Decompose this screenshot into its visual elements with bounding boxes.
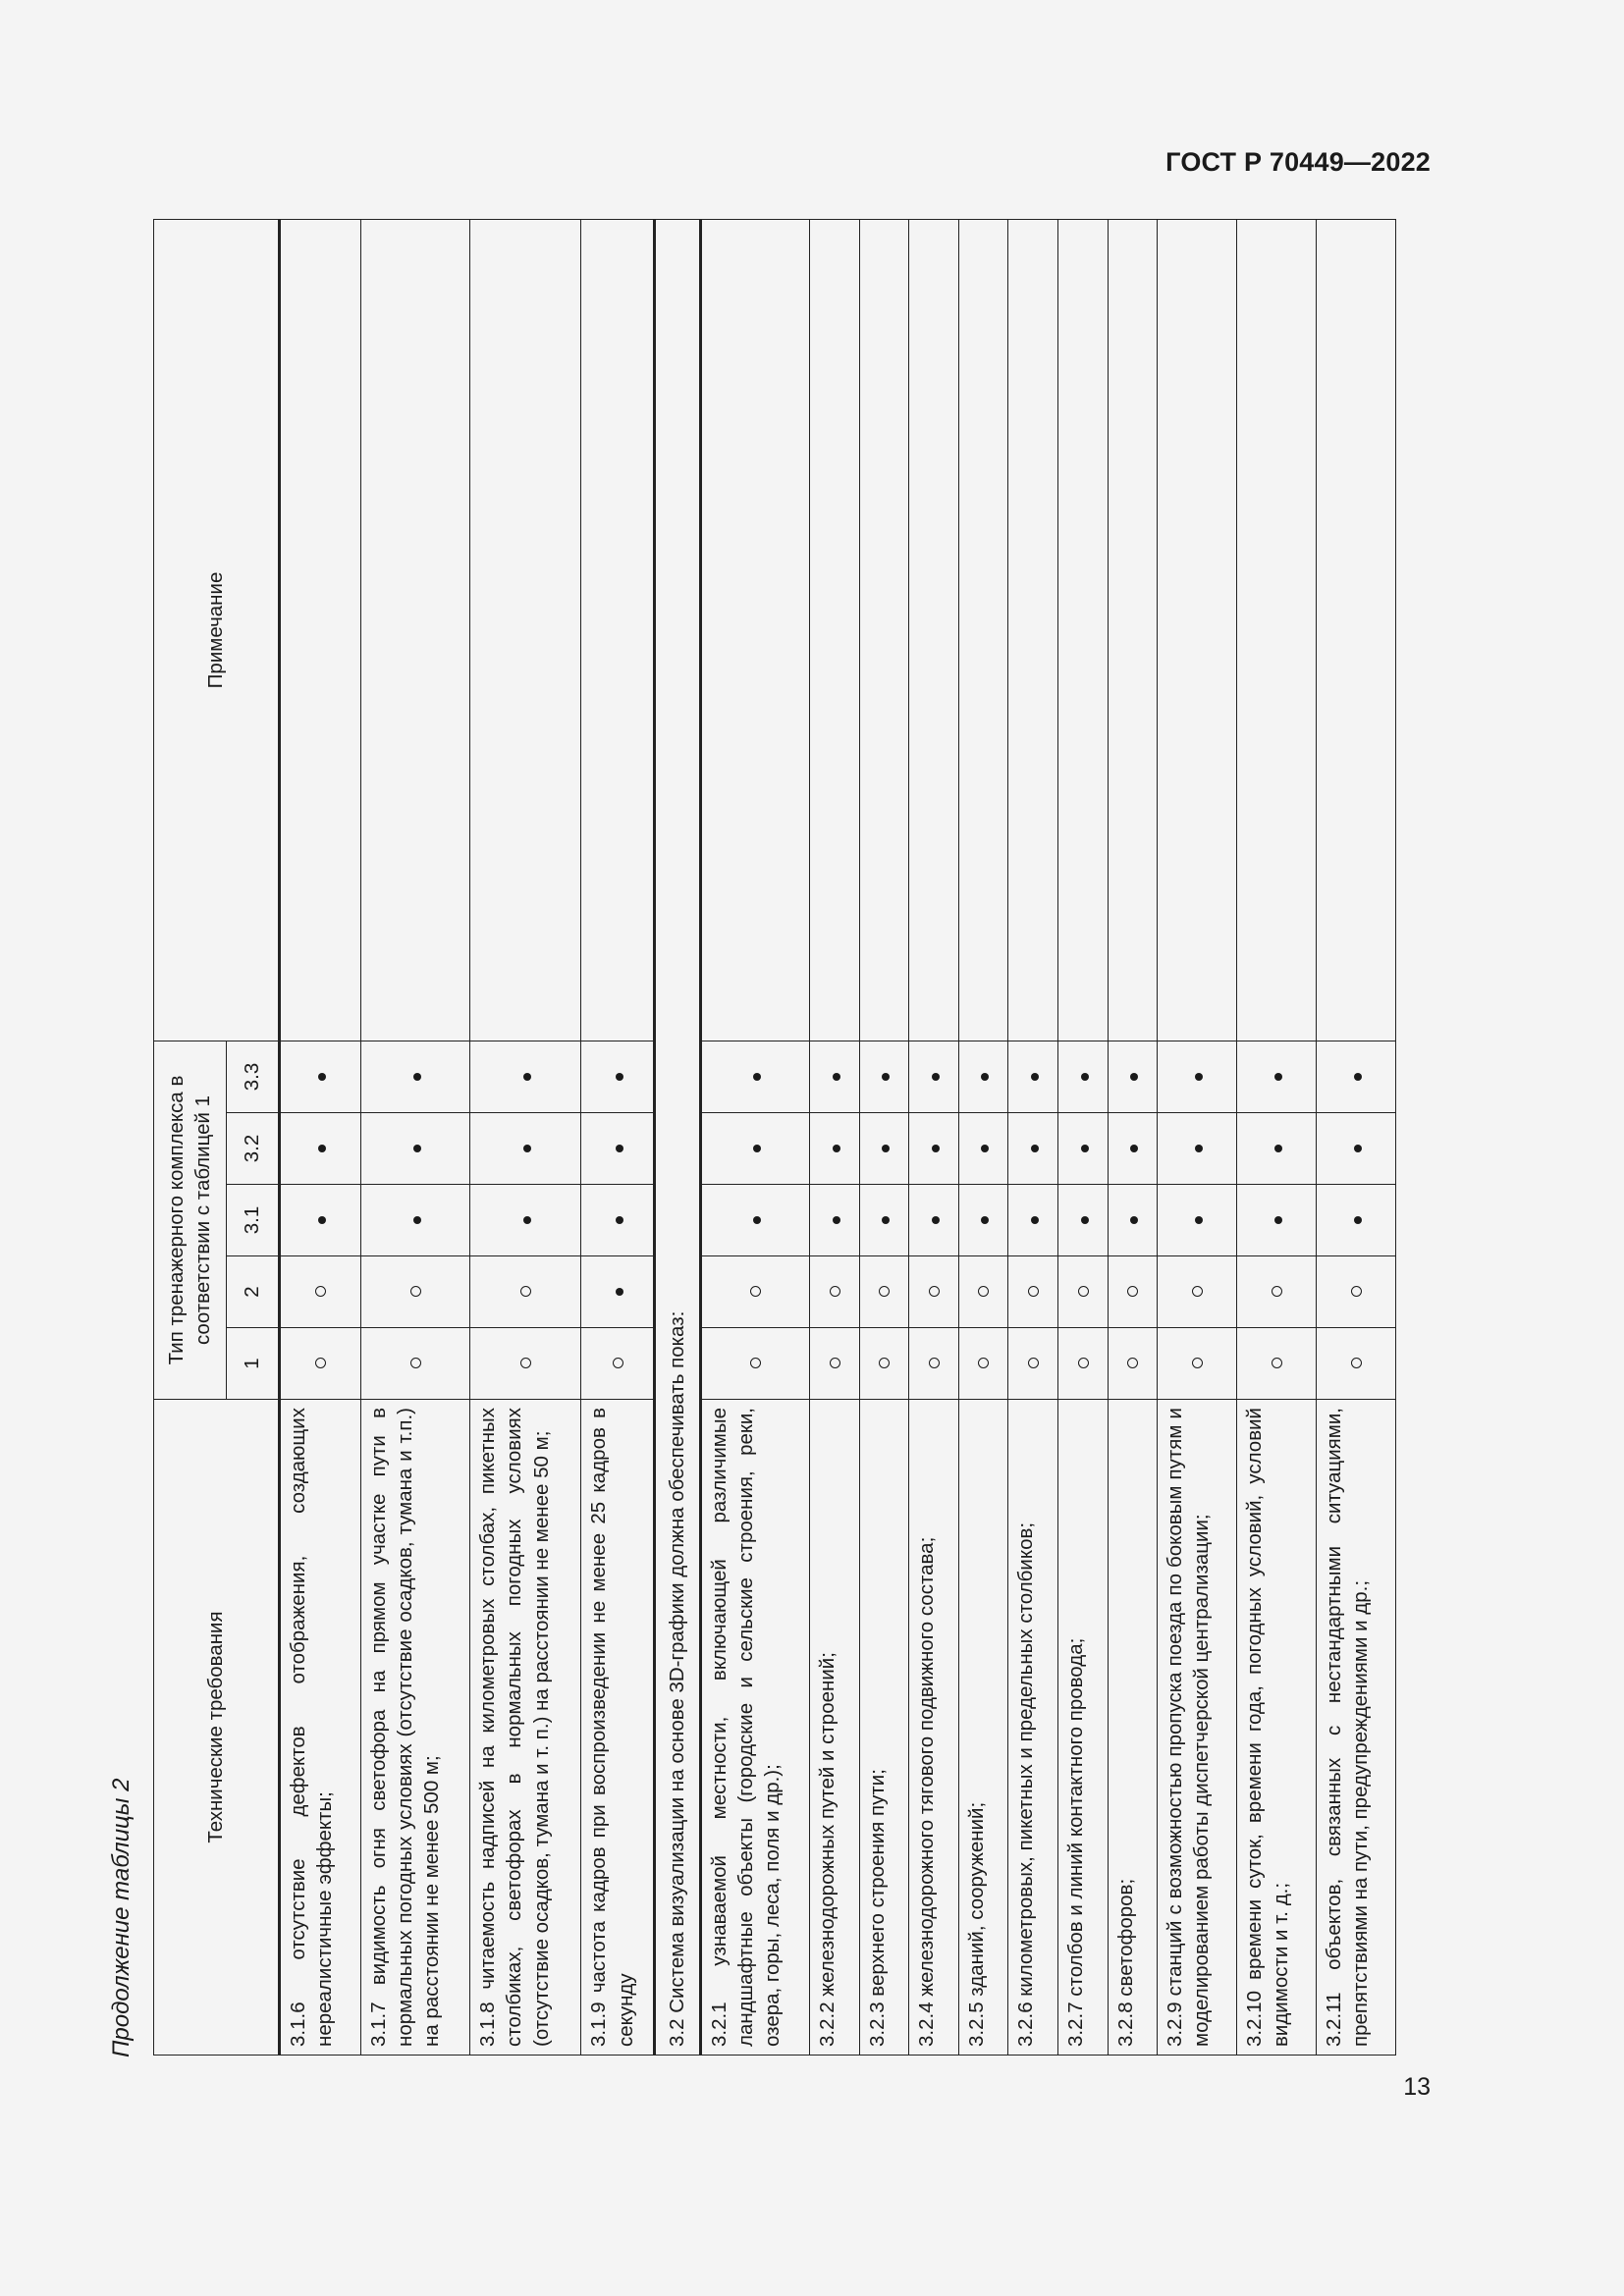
- hollow-circle-icon: [830, 1359, 840, 1369]
- mark-cell: [958, 1328, 1008, 1400]
- table-row: [1108, 219, 1158, 2055]
- requirement-text: 3.2.9 станций с возможностью пропуска поезда по боковым путям и моделированием работы диспетчерской централизации;: [1158, 1400, 1237, 2056]
- header-type-col-3-1: 3.1: [227, 1185, 280, 1256]
- mark-cell: [360, 1328, 469, 1400]
- mark-cell: [280, 1185, 361, 1256]
- table-row: [1008, 219, 1058, 2055]
- header-type-col-1: 1: [227, 1328, 280, 1400]
- mark-cell: [581, 1113, 655, 1185]
- mark-cell: [280, 1328, 361, 1400]
- header-note: Примечание: [154, 219, 280, 1041]
- mark-cell: [810, 1113, 860, 1185]
- filled-dot-icon: [1031, 1073, 1039, 1081]
- header-type-col-3-2: 3.2: [227, 1113, 280, 1185]
- mark-cell: [958, 1113, 1008, 1185]
- filled-dot-icon: [932, 1073, 940, 1081]
- requirement-text: 3.1.9 частота кадров при воспроизведении не менее 25 кадров в секунду: [581, 1400, 655, 2056]
- filled-dot-icon: [981, 1145, 989, 1152]
- filled-dot-icon: [1130, 1145, 1138, 1152]
- mark-cell: [859, 1256, 909, 1328]
- mark-cell: [958, 1256, 1008, 1328]
- mark-cell: [470, 1256, 581, 1328]
- requirement-text: 3.1.7 видимость огня светофора на прямом участке пути в нормальных погодных условиях (отсутствие осадков, тумана и т.п.) на расстоянии не менее 500 м;: [360, 1400, 469, 2056]
- hollow-circle-icon: [929, 1287, 940, 1298]
- mark-cell: [1008, 1113, 1058, 1185]
- header-type-col-2: 2: [227, 1256, 280, 1328]
- filled-dot-icon: [1081, 1216, 1089, 1224]
- requirement-text: 3.1.8 читаемость надписей на километровых столбах, пикетных столбиках, светофорах в нормальных погодных условиях (отсутствие осадков, тумана и т. п.) на расстоянии не менее 50 м;: [470, 1400, 581, 2056]
- mark-cell: [1158, 1041, 1237, 1112]
- filled-dot-icon: [981, 1073, 989, 1081]
- header-type-col-3-3: 3.3: [227, 1041, 280, 1112]
- filled-dot-icon: [318, 1145, 326, 1152]
- mark-cell: [1237, 1328, 1317, 1400]
- requirements-table: [153, 219, 1396, 2056]
- hollow-circle-icon: [1028, 1359, 1039, 1369]
- table-row: [958, 219, 1008, 2055]
- hollow-circle-icon: [750, 1287, 761, 1298]
- note-cell: [581, 219, 655, 1041]
- filled-dot-icon: [753, 1216, 761, 1224]
- header-type: Тип тренажерного комплекса в соответствии с таблицей 1: [154, 1041, 227, 1399]
- mark-cell: [909, 1328, 959, 1400]
- mark-cell: [1158, 1256, 1237, 1328]
- table-row: [700, 219, 809, 2055]
- requirement-text: 3.2.2 железнодорожных путей и строений;: [810, 1400, 860, 2056]
- table-row: [1237, 219, 1317, 2055]
- hollow-circle-icon: [1351, 1287, 1362, 1298]
- note-cell: [1058, 219, 1109, 1041]
- note-cell: [700, 219, 809, 1041]
- filled-dot-icon: [1274, 1073, 1282, 1081]
- mark-cell: [581, 1328, 655, 1400]
- filled-dot-icon: [1195, 1216, 1203, 1224]
- filled-dot-icon: [833, 1145, 840, 1152]
- mark-cell: [1108, 1256, 1158, 1328]
- mark-cell: [1008, 1328, 1058, 1400]
- hollow-circle-icon: [410, 1359, 421, 1369]
- filled-dot-icon: [523, 1073, 531, 1081]
- mark-cell: [1008, 1256, 1058, 1328]
- mark-cell: [470, 1185, 581, 1256]
- requirement-text: 3.2.8 светофоров;: [1108, 1400, 1158, 2056]
- mark-cell: [470, 1113, 581, 1185]
- note-cell: [909, 219, 959, 1041]
- requirement-text: 3.2.10 времени суток, времени года, погодных условий, условий видимости и т. д.;: [1237, 1400, 1317, 2056]
- table-row: [1058, 219, 1109, 2055]
- table-caption: Продолжение таблицы 2: [108, 1778, 135, 2057]
- requirement-text: 3.2.3 верхнего строения пути;: [859, 1400, 909, 2056]
- mark-cell: [1158, 1185, 1237, 1256]
- filled-dot-icon: [523, 1145, 531, 1152]
- hollow-circle-icon: [1351, 1359, 1362, 1369]
- filled-dot-icon: [616, 1288, 623, 1296]
- hollow-circle-icon: [1192, 1359, 1203, 1369]
- filled-dot-icon: [413, 1216, 421, 1224]
- table-row: [810, 219, 860, 2055]
- mark-cell: [1317, 1041, 1396, 1112]
- mark-cell: [1317, 1113, 1396, 1185]
- filled-dot-icon: [523, 1216, 531, 1224]
- filled-dot-icon: [616, 1216, 623, 1224]
- hollow-circle-icon: [1078, 1287, 1089, 1298]
- hollow-circle-icon: [315, 1359, 326, 1369]
- mark-cell: [859, 1113, 909, 1185]
- table-row: [1317, 219, 1396, 2055]
- table-row: [909, 219, 959, 2055]
- document-code: ГОСТ Р 70449—2022: [1165, 147, 1431, 177]
- filled-dot-icon: [981, 1216, 989, 1224]
- requirement-text: 3.2.1 узнаваемой местности, включающей различимые ландшафтные объекты (городские и сельские строения, реки, озера, горы, леса, поля и др.);: [700, 1400, 809, 2056]
- mark-cell: [1237, 1113, 1317, 1185]
- mark-cell: [1108, 1113, 1158, 1185]
- mark-cell: [360, 1041, 469, 1112]
- hollow-circle-icon: [879, 1287, 890, 1298]
- mark-cell: [958, 1041, 1008, 1112]
- table-row: [470, 219, 581, 2055]
- mark-cell: [1317, 1328, 1396, 1400]
- note-cell: [470, 219, 581, 1041]
- hollow-circle-icon: [613, 1359, 623, 1369]
- mark-cell: [1058, 1113, 1109, 1185]
- hollow-circle-icon: [1272, 1359, 1282, 1369]
- hollow-circle-icon: [1028, 1287, 1039, 1298]
- filled-dot-icon: [1081, 1145, 1089, 1152]
- filled-dot-icon: [616, 1145, 623, 1152]
- mark-cell: [1158, 1113, 1237, 1185]
- hollow-circle-icon: [315, 1287, 326, 1298]
- mark-cell: [1237, 1041, 1317, 1112]
- mark-cell: [1008, 1041, 1058, 1112]
- filled-dot-icon: [1195, 1145, 1203, 1152]
- section-header: 3.2 Система визуализации на основе 3D-графики должна обеспечивать показ:: [655, 219, 701, 2055]
- mark-cell: [909, 1041, 959, 1112]
- filled-dot-icon: [1354, 1145, 1362, 1152]
- requirement-text: 3.1.6 отсутствие дефектов отображения, создающих нереалистичные эффекты;: [280, 1400, 361, 2056]
- note-cell: [1237, 219, 1317, 1041]
- mark-cell: [470, 1041, 581, 1112]
- filled-dot-icon: [1130, 1216, 1138, 1224]
- filled-dot-icon: [1354, 1216, 1362, 1224]
- mark-cell: [909, 1113, 959, 1185]
- mark-cell: [1058, 1328, 1109, 1400]
- mark-cell: [360, 1256, 469, 1328]
- mark-cell: [859, 1185, 909, 1256]
- filled-dot-icon: [1195, 1073, 1203, 1081]
- mark-cell: [700, 1113, 809, 1185]
- hollow-circle-icon: [750, 1359, 761, 1369]
- mark-cell: [1008, 1185, 1058, 1256]
- mark-cell: [1317, 1256, 1396, 1328]
- hollow-circle-icon: [929, 1359, 940, 1369]
- mark-cell: [1317, 1185, 1396, 1256]
- hollow-circle-icon: [978, 1287, 989, 1298]
- mark-cell: [1058, 1185, 1109, 1256]
- hollow-circle-icon: [520, 1287, 531, 1298]
- mark-cell: [810, 1185, 860, 1256]
- mark-cell: [859, 1328, 909, 1400]
- requirement-text: 3.2.7 столбов и линий контактного провода;: [1058, 1400, 1109, 2056]
- mark-cell: [470, 1328, 581, 1400]
- requirement-text: 3.2.4 железнодорожного тягового подвижного состава;: [909, 1400, 959, 2056]
- header-requirements: Технические требования: [154, 1400, 280, 2056]
- table-row: [280, 219, 361, 2055]
- mark-cell: [1058, 1041, 1109, 1112]
- hollow-circle-icon: [1127, 1359, 1138, 1369]
- hollow-circle-icon: [1192, 1287, 1203, 1298]
- mark-cell: [280, 1256, 361, 1328]
- filled-dot-icon: [1274, 1145, 1282, 1152]
- mark-cell: [360, 1113, 469, 1185]
- mark-cell: [1058, 1256, 1109, 1328]
- filled-dot-icon: [1031, 1145, 1039, 1152]
- filled-dot-icon: [1274, 1216, 1282, 1224]
- table-row: [1158, 219, 1237, 2055]
- note-cell: [360, 219, 469, 1041]
- filled-dot-icon: [833, 1073, 840, 1081]
- mark-cell: [1108, 1041, 1158, 1112]
- filled-dot-icon: [1031, 1216, 1039, 1224]
- mark-cell: [360, 1185, 469, 1256]
- filled-dot-icon: [753, 1073, 761, 1081]
- note-cell: [810, 219, 860, 1041]
- filled-dot-icon: [882, 1216, 890, 1224]
- table-row: [859, 219, 909, 2055]
- note-cell: [1158, 219, 1237, 1041]
- requirement-text: 3.2.6 километровых, пикетных и предельных столбиков;: [1008, 1400, 1058, 2056]
- mark-cell: [810, 1041, 860, 1112]
- filled-dot-icon: [882, 1073, 890, 1081]
- note-cell: [859, 219, 909, 1041]
- mark-cell: [958, 1185, 1008, 1256]
- filled-dot-icon: [833, 1216, 840, 1224]
- filled-dot-icon: [1130, 1073, 1138, 1081]
- mark-cell: [1237, 1256, 1317, 1328]
- mark-cell: [909, 1185, 959, 1256]
- requirement-text: 3.2.5 зданий, сооружений;: [958, 1400, 1008, 2056]
- mark-cell: [859, 1041, 909, 1112]
- mark-cell: [700, 1256, 809, 1328]
- hollow-circle-icon: [410, 1287, 421, 1298]
- note-cell: [280, 219, 361, 1041]
- rotated-table-area: [106, 19, 1373, 2057]
- filled-dot-icon: [413, 1073, 421, 1081]
- note-cell: [1108, 219, 1158, 1041]
- filled-dot-icon: [616, 1073, 623, 1081]
- mark-cell: [1237, 1185, 1317, 1256]
- note-cell: [1317, 219, 1396, 1041]
- note-cell: [1008, 219, 1058, 1041]
- mark-cell: [280, 1041, 361, 1112]
- hollow-circle-icon: [520, 1359, 531, 1369]
- section-row: [655, 219, 701, 2055]
- mark-cell: [581, 1185, 655, 1256]
- table-row: [360, 219, 469, 2055]
- mark-cell: [280, 1113, 361, 1185]
- mark-cell: [700, 1185, 809, 1256]
- hollow-circle-icon: [1272, 1287, 1282, 1298]
- hollow-circle-icon: [879, 1359, 890, 1369]
- mark-cell: [581, 1256, 655, 1328]
- mark-cell: [700, 1328, 809, 1400]
- filled-dot-icon: [882, 1145, 890, 1152]
- hollow-circle-icon: [830, 1287, 840, 1298]
- filled-dot-icon: [932, 1145, 940, 1152]
- mark-cell: [1108, 1185, 1158, 1256]
- mark-cell: [810, 1328, 860, 1400]
- mark-cell: [1108, 1328, 1158, 1400]
- mark-cell: [1158, 1328, 1237, 1400]
- hollow-circle-icon: [1127, 1287, 1138, 1298]
- filled-dot-icon: [932, 1216, 940, 1224]
- filled-dot-icon: [753, 1145, 761, 1152]
- mark-cell: [581, 1041, 655, 1112]
- hollow-circle-icon: [978, 1359, 989, 1369]
- filled-dot-icon: [318, 1073, 326, 1081]
- mark-cell: [909, 1256, 959, 1328]
- filled-dot-icon: [1081, 1073, 1089, 1081]
- filled-dot-icon: [1354, 1073, 1362, 1081]
- filled-dot-icon: [413, 1145, 421, 1152]
- page-number: 13: [1403, 2073, 1431, 2101]
- table-body: [280, 219, 1396, 2055]
- filled-dot-icon: [318, 1216, 326, 1224]
- mark-cell: [810, 1256, 860, 1328]
- hollow-circle-icon: [1078, 1359, 1089, 1369]
- mark-cell: [700, 1041, 809, 1112]
- requirement-text: 3.2.11 объектов, связанных с нестандартными ситуациями, препятствиями на пути, предупреждениями и др.;: [1317, 1400, 1396, 2056]
- table-row: [581, 219, 655, 2055]
- note-cell: [958, 219, 1008, 1041]
